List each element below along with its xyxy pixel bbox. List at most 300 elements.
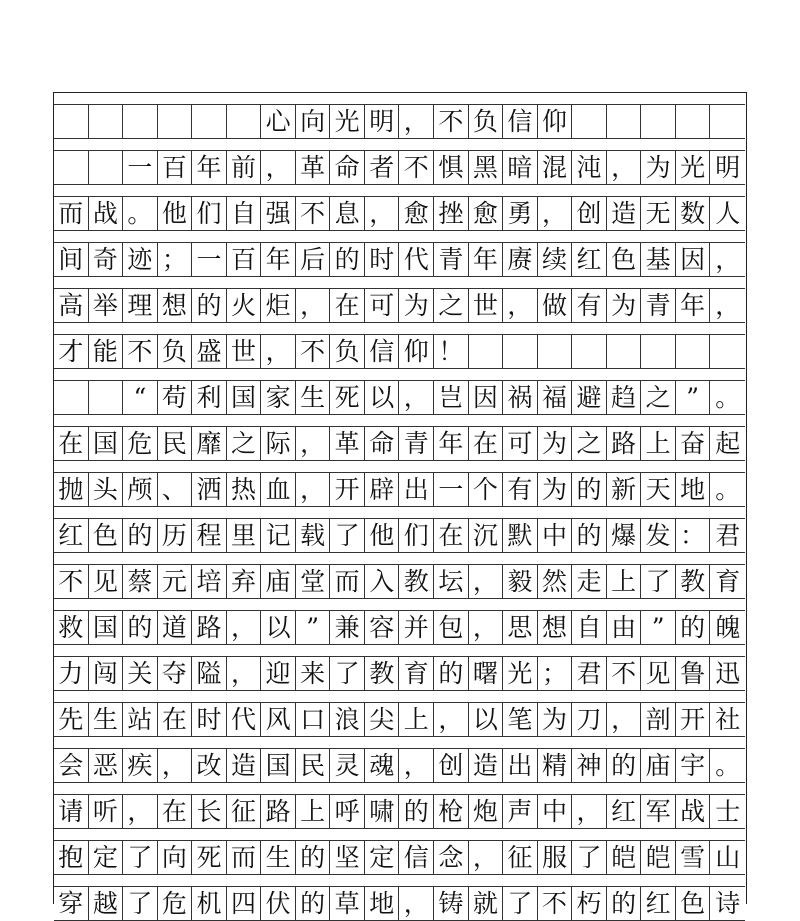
- grid-cell: [503, 335, 538, 368]
- grid-cell: 年: [192, 151, 227, 184]
- grid-cell: 铸: [434, 887, 469, 920]
- grid-cell: 思: [503, 611, 538, 644]
- grid-cell: 声: [503, 795, 538, 828]
- grid-cell: 命: [330, 151, 365, 184]
- text-row: [54, 426, 745, 461]
- grid-cell: 创: [434, 749, 469, 782]
- grid-cell: 为: [538, 427, 573, 460]
- grid-cell: 君: [572, 657, 607, 690]
- grid-cell: 越: [89, 887, 124, 920]
- grid-cell: 国: [89, 427, 124, 460]
- grid-cell: 沉: [469, 519, 504, 552]
- grid-cell: 而: [227, 841, 262, 874]
- grid-cell: 救: [54, 611, 89, 644]
- grid-cell: [607, 335, 642, 368]
- grid-cell: 民: [158, 427, 193, 460]
- grid-cell: 国: [261, 749, 296, 782]
- grid-cell: 了: [572, 841, 607, 874]
- grid-cell: ，: [123, 795, 158, 828]
- grid-cell: 服: [538, 841, 573, 874]
- grid-cell: 迎: [261, 657, 296, 690]
- grid-cell: 做: [538, 289, 573, 322]
- grid-cell: 际: [261, 427, 296, 460]
- text-row: [54, 380, 745, 415]
- grid-cell: [89, 151, 124, 184]
- grid-cell: ，: [715, 290, 741, 320]
- grid-cell: 信: [400, 841, 435, 874]
- grid-cell: 死: [330, 381, 365, 414]
- grid-cell: 新: [607, 473, 642, 506]
- grid-cell: [89, 381, 124, 414]
- grid-cell: 间: [54, 243, 89, 276]
- grid-cell: 记: [261, 519, 296, 552]
- grid-cell: 起: [715, 428, 741, 458]
- grid-cell: ，: [469, 565, 504, 598]
- grid-cell: 时: [365, 243, 400, 276]
- grid-cell: 教: [400, 565, 435, 598]
- grid-cell: 默: [503, 519, 538, 552]
- grid-cell: 抛: [54, 473, 89, 506]
- grid-cell: [469, 335, 504, 368]
- grid-cell: 在: [434, 519, 469, 552]
- grid-cell: 们: [192, 197, 227, 230]
- grid-cell: 迹: [123, 243, 158, 276]
- grid-cell: 诗: [715, 888, 741, 918]
- grid-cell: 不: [296, 197, 331, 230]
- grid-cell: ：: [676, 519, 711, 552]
- grid-cell: 危: [123, 427, 158, 460]
- grid-cell: 红: [54, 519, 89, 552]
- grid-cell: 走: [572, 565, 607, 598]
- grid-cell: 造: [227, 749, 262, 782]
- grid-cell: 军: [641, 795, 676, 828]
- grid-cell: 向: [296, 105, 331, 138]
- grid-cell: 的: [572, 519, 607, 552]
- grid-cell: 抱: [54, 841, 89, 874]
- grid-cell: 奋: [676, 427, 711, 460]
- grid-cell: ，: [296, 427, 331, 460]
- grid-cell: 不: [607, 657, 642, 690]
- grid-cell: 负: [330, 335, 365, 368]
- grid-cell: [710, 105, 745, 138]
- grid-cell: ，: [715, 244, 741, 274]
- grid-cell: 色: [607, 243, 642, 276]
- grid-cell: 枪: [434, 795, 469, 828]
- grid-cell: 庙: [641, 749, 676, 782]
- grid-cell: 能: [89, 335, 124, 368]
- grid-cell: 上: [641, 427, 676, 460]
- grid-cell: ；: [538, 657, 573, 690]
- grid-cell: 不: [296, 335, 331, 368]
- grid-cell: [192, 105, 227, 138]
- grid-cell: 因: [469, 381, 504, 414]
- grid-cell: ，: [227, 611, 262, 644]
- grid-cell: 载: [296, 519, 331, 552]
- grid-cell: 民: [296, 749, 331, 782]
- grid-cell: 而: [330, 565, 365, 598]
- grid-cell: 光: [676, 151, 711, 184]
- grid-cell: [227, 105, 262, 138]
- grid-cell: 笔: [503, 703, 538, 736]
- grid-cell: 造: [469, 749, 504, 782]
- grid-cell: 高: [54, 289, 89, 322]
- grid-cell: 自: [572, 611, 607, 644]
- grid-cell: [54, 105, 89, 138]
- grid-cell: 危: [158, 887, 193, 920]
- grid-cell: 的: [296, 841, 331, 874]
- grid-cell: 明: [715, 152, 741, 182]
- grid-cell: 了: [330, 519, 365, 552]
- grid-cell: 站: [123, 703, 158, 736]
- grid-cell: 入: [365, 565, 400, 598]
- grid-cell: 元: [158, 565, 193, 598]
- grid-cell: 里: [227, 519, 262, 552]
- grid-cell: 以: [261, 611, 296, 644]
- grid-cell: 容: [365, 611, 400, 644]
- grid-cell: 者: [365, 151, 400, 184]
- grid-cell: 时: [192, 703, 227, 736]
- grid-cell: 宇: [676, 749, 711, 782]
- grid-cell: 的: [607, 887, 642, 920]
- grid-cell: [572, 105, 607, 138]
- grid-cell: 之: [434, 289, 469, 322]
- grid-cell: 一: [192, 243, 227, 276]
- text-row: [54, 656, 745, 691]
- grid-cell: 明: [365, 105, 400, 138]
- grid-cell: [641, 335, 676, 368]
- grid-cell: 革: [330, 427, 365, 460]
- text-row: [54, 196, 745, 231]
- grid-cell: 国: [227, 381, 262, 414]
- text-row: [54, 150, 745, 185]
- grid-cell: 可: [365, 289, 400, 322]
- grid-cell: 浪: [330, 703, 365, 736]
- text-row: [54, 564, 745, 599]
- grid-cell: ，: [296, 289, 331, 322]
- grid-cell: 恶: [89, 749, 124, 782]
- grid-cell: 坛: [434, 565, 469, 598]
- grid-cell: 包: [434, 611, 469, 644]
- grid-cell: 惧: [434, 151, 469, 184]
- grid-cell: 他: [158, 197, 193, 230]
- grid-cell: 的: [296, 887, 331, 920]
- grid-cell: 了: [330, 657, 365, 690]
- text-row: [54, 886, 745, 921]
- grid-cell: 可: [503, 427, 538, 460]
- grid-cell: 岂: [434, 381, 469, 414]
- grid-cell: 雪: [676, 841, 711, 874]
- grid-cell: 穿: [54, 887, 89, 920]
- grid-cell: 一: [434, 473, 469, 506]
- grid-cell: ，: [365, 197, 400, 230]
- grid-cell: 教: [365, 657, 400, 690]
- grid-cell: 中: [538, 795, 573, 828]
- grid-cell: 理: [123, 289, 158, 322]
- grid-cell: 负: [469, 105, 504, 138]
- grid-cell: 黑: [469, 151, 504, 184]
- grid-cell: ，: [296, 473, 331, 506]
- grid-cell: 不: [400, 151, 435, 184]
- grid-cell: 并: [400, 611, 435, 644]
- grid-cell: [54, 381, 89, 414]
- grid-cell: 社: [715, 704, 741, 734]
- grid-cell: 。: [715, 382, 741, 412]
- grid-cell: ；: [158, 243, 193, 276]
- text-row: [54, 840, 745, 875]
- grid-cell: 年: [469, 243, 504, 276]
- grid-cell: 四: [227, 887, 262, 920]
- grid-cell: 为: [641, 151, 676, 184]
- grid-cell: 山: [715, 842, 741, 872]
- grid-cell: 啸: [365, 795, 400, 828]
- grid-cell: 才: [54, 335, 89, 368]
- grid-cell: 自: [227, 197, 262, 230]
- grid-cell: 向: [158, 841, 193, 874]
- grid-cell: 爆: [607, 519, 642, 552]
- grid-cell: 头: [89, 473, 124, 506]
- grid-cell: ”: [641, 611, 676, 644]
- grid-cell: ，: [261, 151, 296, 184]
- grid-cell: 的: [676, 611, 711, 644]
- grid-cell: 人: [715, 198, 741, 228]
- grid-cell: 神: [572, 749, 607, 782]
- grid-cell: 年: [261, 243, 296, 276]
- grid-cell: 征: [227, 795, 262, 828]
- grid-cell: 教: [676, 565, 711, 598]
- grid-cell: 见: [641, 657, 676, 690]
- grid-cell: 。: [715, 750, 741, 780]
- grid-cell: 想: [158, 289, 193, 322]
- grid-cell: 在: [54, 427, 89, 460]
- grid-cell: 刀: [572, 703, 607, 736]
- grid-cell: 年: [434, 427, 469, 460]
- grid-cell: 光: [330, 105, 365, 138]
- grid-cell: ，: [227, 657, 262, 690]
- grid-cell: 火: [227, 289, 262, 322]
- grid-cell: 趋: [607, 381, 642, 414]
- grid-cell: 苟: [158, 381, 193, 414]
- grid-cell: 信: [503, 105, 538, 138]
- grid-cell: 福: [538, 381, 573, 414]
- grid-cell: 后: [296, 243, 331, 276]
- grid-cell: 地: [676, 473, 711, 506]
- grid-cell: [676, 105, 711, 138]
- grid-cell: 血: [261, 473, 296, 506]
- grid-cell: ，: [400, 105, 435, 138]
- grid-cell: 了: [123, 887, 158, 920]
- grid-cell: 口: [296, 703, 331, 736]
- grid-cell: 请: [54, 795, 89, 828]
- grid-cell: 庙: [261, 565, 296, 598]
- grid-cell: 在: [158, 703, 193, 736]
- grid-cell: 为: [607, 289, 642, 322]
- grid-cell: 定: [89, 841, 124, 874]
- grid-cell: 以: [365, 381, 400, 414]
- grid-cell: ”: [296, 611, 331, 644]
- grid-cell: 、: [158, 473, 193, 506]
- grid-cell: 想: [538, 611, 573, 644]
- grid-cell: 上: [400, 703, 435, 736]
- grid-cell: ，: [469, 841, 504, 874]
- grid-cell: 定: [365, 841, 400, 874]
- grid-cell: 而: [54, 197, 89, 230]
- grid-cell: 伏: [261, 887, 296, 920]
- grid-cell: 育: [400, 657, 435, 690]
- grid-cell: 负: [158, 335, 193, 368]
- text-row: [54, 518, 745, 553]
- grid-cell: 上: [607, 565, 642, 598]
- grid-cell: 混: [538, 151, 573, 184]
- grid-cell: 炬: [261, 289, 296, 322]
- grid-cell: 的: [400, 795, 435, 828]
- text-row: [54, 748, 745, 783]
- grid-cell: 命: [365, 427, 400, 460]
- grid-cell: [676, 335, 711, 368]
- grid-cell: 程: [192, 519, 227, 552]
- grid-cell: 仰: [538, 105, 573, 138]
- grid-cell: 颅: [123, 473, 158, 506]
- grid-cell: 见: [89, 565, 124, 598]
- grid-cell: 夺: [158, 657, 193, 690]
- grid-cell: ，: [572, 795, 607, 828]
- grid-cell: 赓: [503, 243, 538, 276]
- grid-cell: 由: [607, 611, 642, 644]
- grid-cell: ，: [538, 197, 573, 230]
- grid-cell: 愈: [400, 197, 435, 230]
- text-row: [54, 472, 745, 507]
- grid-cell: 疾: [123, 749, 158, 782]
- grid-cell: 隘: [192, 657, 227, 690]
- grid-cell: 年: [676, 289, 711, 322]
- grid-cell: ，: [607, 151, 642, 184]
- grid-cell: 续: [538, 243, 573, 276]
- grid-cell: 先: [54, 703, 89, 736]
- grid-cell: 暗: [503, 151, 538, 184]
- grid-cell: 风: [261, 703, 296, 736]
- grid-cell: ，: [400, 381, 435, 414]
- grid-cell: 长: [192, 795, 227, 828]
- grid-cell: 百: [158, 151, 193, 184]
- grid-cell: 因: [676, 243, 711, 276]
- grid-cell: 朽: [572, 887, 607, 920]
- grid-cell: ，: [503, 289, 538, 322]
- grid-cell: 死: [192, 841, 227, 874]
- grid-cell: 红: [572, 243, 607, 276]
- grid-cell: 信: [365, 335, 400, 368]
- grid-cell: 色: [89, 519, 124, 552]
- grid-cell: 不: [434, 105, 469, 138]
- grid-cell: 之: [227, 427, 262, 460]
- grid-cell: 的: [330, 243, 365, 276]
- grid-cell: 无: [641, 197, 676, 230]
- grid-cell: 热: [227, 473, 262, 506]
- grid-cell: 不: [54, 565, 89, 598]
- grid-cell: 兼: [330, 611, 365, 644]
- grid-cell: 魄: [715, 612, 741, 642]
- text-row: [54, 794, 745, 829]
- grid-cell: [54, 151, 89, 184]
- grid-cell: 避: [572, 381, 607, 414]
- grid-cell: 祸: [503, 381, 538, 414]
- grid-cell: 。: [715, 474, 741, 504]
- grid-cell: 世: [469, 289, 504, 322]
- grid-cell: 机: [192, 887, 227, 920]
- grid-cell: 草: [330, 887, 365, 920]
- title-row: [54, 104, 745, 139]
- grid-cell: 青: [400, 427, 435, 460]
- grid-cell: 之: [572, 427, 607, 460]
- text-row: [54, 702, 745, 737]
- grid-cell: 皑: [607, 841, 642, 874]
- grid-cell: 了: [123, 841, 158, 874]
- grid-cell: 利: [192, 381, 227, 414]
- grid-cell: 光: [503, 657, 538, 690]
- grid-cell: 强: [261, 197, 296, 230]
- grid-cell: 鲁: [676, 657, 711, 690]
- grid-cell: 红: [607, 795, 642, 828]
- grid-cell: 就: [469, 887, 504, 920]
- grid-cell: ，: [434, 703, 469, 736]
- grid-cell: 代: [227, 703, 262, 736]
- grid-cell: 盛: [192, 335, 227, 368]
- grid-cell: 愈: [469, 197, 504, 230]
- grid-cell: 精: [538, 749, 573, 782]
- grid-cell: 在: [469, 427, 504, 460]
- grid-cell: 们: [400, 519, 435, 552]
- grid-cell: ，: [400, 749, 435, 782]
- grid-cell: 战: [676, 795, 711, 828]
- grid-cell: 的: [607, 749, 642, 782]
- grid-cell: 革: [296, 151, 331, 184]
- grid-cell: ，: [607, 703, 642, 736]
- text-row: [54, 610, 745, 645]
- grid-cell: 听: [89, 795, 124, 828]
- text-row: [54, 288, 745, 323]
- text-row: [54, 242, 745, 277]
- grid-cell: 有: [503, 473, 538, 506]
- grid-cell: 地: [365, 887, 400, 920]
- grid-cell: 剖: [641, 703, 676, 736]
- grid-cell: 的: [434, 657, 469, 690]
- grid-cell: 基: [641, 243, 676, 276]
- grid-cell: 君: [715, 520, 741, 550]
- grid-cell: 开: [330, 473, 365, 506]
- grid-cell: 发: [641, 519, 676, 552]
- grid-cell: 仰: [400, 335, 435, 368]
- grid-cell: 为: [538, 703, 573, 736]
- composition-grid-paper: [53, 92, 747, 918]
- grid-cell: 士: [715, 796, 741, 826]
- grid-cell: ！: [434, 335, 469, 368]
- grid-cell: 生: [261, 841, 296, 874]
- grid-cell: 之: [641, 381, 676, 414]
- grid-cell: 会: [54, 749, 89, 782]
- grid-cell: 来: [296, 657, 331, 690]
- grid-cell: 勇: [503, 197, 538, 230]
- grid-cell: 路: [261, 795, 296, 828]
- grid-cell: 造: [607, 197, 642, 230]
- grid-cell: 青: [641, 289, 676, 322]
- grid-cell: ，: [469, 611, 504, 644]
- grid-cell: 青: [434, 243, 469, 276]
- grid-cell: 天: [641, 473, 676, 506]
- grid-cell: 开: [676, 703, 711, 736]
- grid-cell: 毅: [503, 565, 538, 598]
- grid-cell: 他: [365, 519, 400, 552]
- grid-cell: 弃: [227, 565, 262, 598]
- grid-cell: ，: [400, 887, 435, 920]
- grid-cell: 辟: [365, 473, 400, 506]
